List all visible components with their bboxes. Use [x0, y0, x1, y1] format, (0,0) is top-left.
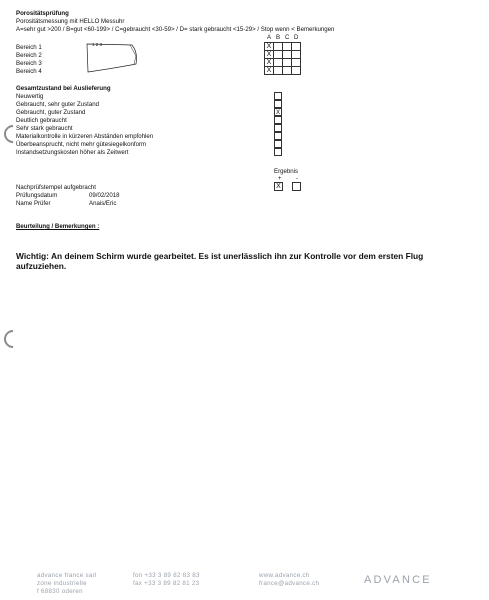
- grid-cell: X: [265, 59, 274, 67]
- footer-address: [37, 572, 97, 596]
- grid-cell: [274, 59, 283, 67]
- grid-row-4: [265, 67, 301, 75]
- area-label-4: Bereich 4: [16, 68, 42, 75]
- condition-item-2: Gebraucht, sehr guter Zustand: [16, 101, 99, 108]
- condition-item-6: Materialkontrolle in kürzeren Abständen empfohlen: [16, 133, 154, 140]
- examiner-label: Name Prüfer: [16, 200, 51, 207]
- date-label: Prüfungsdatum: [16, 192, 58, 199]
- grid-cell: [283, 51, 292, 59]
- footer-zone: zone industrielle: [37, 580, 87, 587]
- condition-box: [274, 116, 282, 124]
- condition-box: [274, 92, 282, 100]
- result-title: Ergebnis: [274, 168, 299, 175]
- warning-text: Wichtig: An deinem Schirm wurde gearbeitet. Es ist unerlässlich ihn zur Kontrolle vor dem ersten Flug aufzuziehen.: [16, 251, 424, 271]
- grid-cell: [274, 43, 283, 51]
- condition-box: X: [275, 109, 281, 116]
- brand-logo: ADVANCE: [364, 574, 432, 586]
- condition-item-8: Instandsetzungskosten höher als Zeitwert: [16, 149, 129, 156]
- condition-box: [274, 140, 282, 148]
- footer-fax: fax +33 3 89 82 81 23: [133, 580, 200, 587]
- grid-cell: X: [265, 43, 274, 51]
- condition-box: [274, 132, 282, 140]
- porosity-legend: A=sehr gut >200 / B=gut <60-199> / C=gebraucht <30-59> / D= stark gebraucht <15-29> / Stop wenn < Bemerkungen: [16, 26, 335, 33]
- grid-cell: [283, 59, 292, 67]
- result-minus-checkbox: [292, 182, 301, 191]
- date-value: 09/02/2018: [89, 192, 120, 199]
- grid-cell: [283, 43, 292, 51]
- grid-cell: [292, 67, 301, 75]
- footer-company: advance france sarl: [37, 572, 97, 579]
- porosity-title: Porositätsprüfung: [16, 10, 69, 17]
- grid-cell: [274, 51, 283, 59]
- grid-cell: [292, 43, 301, 51]
- footer-website-link[interactable]: www.advance.ch: [259, 572, 310, 579]
- grid-row-2: [265, 51, 301, 59]
- porosity-grid: [264, 42, 301, 75]
- condition-item-3: Gebraucht, guter Zustand: [16, 109, 86, 116]
- area-label-1: Bereich 1: [16, 44, 42, 51]
- result-plus-label: +: [278, 175, 282, 182]
- area-label-3: Bereich 3: [16, 60, 42, 67]
- grid-col-a: A: [267, 34, 272, 41]
- assessment-heading: Beurteilung / Bemerkungen :: [16, 223, 100, 230]
- condition-item-4: Deutlich gebraucht: [16, 117, 67, 124]
- grid-cell: X: [265, 51, 274, 59]
- wing-area-markers: 1 2 3: [92, 42, 103, 47]
- stamp-label: Nachprüfstempel aufgebracht: [16, 184, 96, 191]
- grid-cell: X: [265, 67, 274, 75]
- grid-col-c: C: [285, 34, 290, 41]
- examiner-value: Anais/Eric: [89, 200, 117, 207]
- porosity-subtitle: Porositätsmessung mit HELLO Messuhr: [16, 18, 125, 25]
- condition-item-7: Überbeansprucht, nicht mehr gütesiegelkonform: [16, 141, 147, 148]
- condition-box: [274, 124, 282, 132]
- footer-city: f 68830 oderen: [37, 588, 83, 595]
- grid-cell: [274, 67, 283, 75]
- grid-col-b: B: [276, 34, 281, 41]
- footer-phone: [133, 572, 200, 588]
- footer-web: [259, 572, 319, 588]
- area-label-2: Bereich 2: [16, 52, 42, 59]
- condition-box: [274, 148, 282, 156]
- grid-cell: [292, 59, 301, 67]
- result-minus-label: -: [296, 175, 299, 182]
- footer-fon: fon +33 3 89 82 83 83: [133, 572, 200, 579]
- grid-row-3: [265, 59, 301, 67]
- condition-item-5: Sehr stark gebraucht: [16, 125, 73, 132]
- condition-title: Gesamtzustand bei Auslieferung: [16, 85, 111, 92]
- grid-cell: [292, 51, 301, 59]
- condition-item-1: Neuwertig: [16, 93, 44, 100]
- punch-hole-bottom: [0, 326, 25, 351]
- result-plus-checkbox: X: [274, 182, 283, 191]
- footer-email-link[interactable]: france@advance.ch: [259, 580, 320, 587]
- grid-row-1: [265, 43, 301, 51]
- condition-box: [274, 100, 282, 108]
- grid-cell: [283, 67, 292, 75]
- grid-col-d: D: [294, 34, 299, 41]
